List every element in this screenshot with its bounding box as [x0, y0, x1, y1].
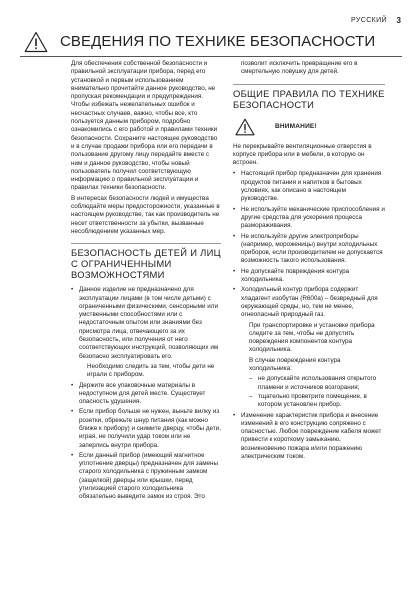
list-item-text: Изменение характеристик прибора и внесение изменений в его конструкцию сопряжено с опасностью. Любое повреждение кабеля может привести к короткому замыканию, возникновению пожара и/или поражению электрическим током.	[241, 411, 382, 460]
title-row	[20, 30, 402, 57]
list-item-text: Если данный прибор (имеющий магнитное уплотнение дверцы) предназначен для замены старого холодильника с пружинным замком (защелкой) дверцы или крышки, перед утилизацией старого холодильника обязательно выведите замок из строя. Это	[79, 451, 219, 501]
list-item	[233, 233, 385, 266]
list-item	[233, 268, 385, 285]
list-item	[233, 206, 385, 231]
list-item-note: Необходимо следить за тем, чтобы дети не играли с прибором.	[87, 362, 215, 379]
children-safety-list	[71, 286, 221, 501]
list-item-text: Холодильный контур прибора содержит хладагент изобутан (R600a) – безвредный для окружающей среды, но, тем не менее, огнеопасный природный газ.	[241, 286, 378, 319]
page-header	[0, 0, 420, 30]
list-item-text: Если прибор больше не нужен, выньте вилку из розетки, обрежьте шнур питания (как можно ближе к прибору) и снимите дверцу, чтобы дети, играя, не получили удар током или не заперлись внутри прибора.	[79, 408, 221, 449]
sub-list-item: – тщательно проветрите помещение, в котором установлен прибор.	[249, 393, 385, 410]
intro-paragraph-2: В интересах безопасности людей и имущества соблюдайте меры предосторожности, указанные в настоящем руководстве, так как производитель не несет ответственности за убытки, вызванные несоблюдением указанных мер.	[71, 194, 220, 235]
warning-triangle-icon	[235, 118, 255, 136]
list-item	[71, 286, 221, 379]
language-label: РУССКИЙ	[350, 17, 387, 24]
attention-text: Не перекрывайте вентиляционные отверстия в корпусе прибора или в мебели, в которую он встроен.	[233, 142, 372, 167]
list-item-continuation: позволит исключить превращение его в смертельную ловушку для детей.	[241, 60, 358, 76]
warning-triangle-icon	[24, 31, 48, 53]
list-item	[233, 412, 385, 462]
intro-paragraph-1: Для обеспечения собственной безопасности и правильной эксплуатации прибора, перед его установкой и первым использованием внимательно прочитайте данное руководство, не пропуская рекомендации и предупреждения. Чтобы избежать нежелательных ошибок и несчастных случаев, важно, чтобы все, кто пользуется данным прибором, подробно ознакомились с его работой и правилами техники безопасности. Сохраните настоящее руководство и в случае продажи прибора или его передачи в пользование другому лицу передайте вместе с ним и данное руководство, чтобы новый пользователь получил соответствующую информацию о правильной эксплуатации и правилах техники безопасности.	[71, 60, 218, 192]
list-item	[233, 286, 385, 409]
attention-label: ВНИМАНИЕ!	[275, 122, 317, 130]
list-item	[71, 452, 221, 502]
page-number: 3	[396, 16, 401, 25]
sub-list-item: – не допускайте использования открытого пламени и источников возгорания;	[249, 375, 385, 392]
list-item-note: В случае повреждения контура холодильника:	[249, 356, 341, 373]
general-safety-heading: ОБЩИЕ ПРАВИЛА ПО ТЕХНИКЕ БЕЗОПАСНОСТИ	[233, 84, 385, 110]
list-item	[71, 382, 221, 407]
left-column	[71, 60, 221, 504]
list-item-text: Данное изделие не предназначено для эксплуатации лицами (в том числе детьми) с ограниченными физическими, сенсорными или умственными способностями или с недостаточным опытом или знаниями без присмотра лица, отвечающего за их безопасность, или получения от него соответствующих инструкций, позволяющих им безопасно эксплуатировать его.	[79, 286, 219, 360]
list-item-text: Не используйте другие электроприборы (например, мороженицы) внутри холодильных приборов, если производителем не допускается возможность такого использования.	[241, 232, 383, 265]
list-item-text: Настоящий прибор предназначен для хранения продуктов питания и напитков в бытовых условиях, как описано в настоящем руководстве.	[241, 170, 382, 203]
children-safety-heading: БЕЗОПАСНОСТЬ ДЕТЕЙ И ЛИЦ С ОГРАНИЧЕННЫМИ ВОЗМОЖНОСТЯМИ	[71, 243, 221, 280]
list-item-text: Не допускайте повреждения контура холодильника.	[241, 267, 350, 284]
general-safety-list	[233, 170, 385, 461]
page-title: СВЕДЕНИЯ ПО ТЕХНИКЕ БЕЗОПАСНОСТИ	[60, 33, 376, 50]
sub-list	[241, 375, 385, 409]
list-item-note: При транспортировке и установке прибора следите за тем, чтобы не допустить повреждения компонентов контура холодильника.	[249, 321, 375, 354]
list-item-text: Не используйте механические приспособления и другие средства для ускорения процесса размораживания.	[241, 205, 385, 230]
list-item	[233, 170, 385, 203]
attention-block	[233, 116, 385, 140]
right-column	[233, 60, 385, 463]
list-item-text: Держите все упаковочные материалы в недоступном для детей месте. Существует опасность удушения.	[79, 381, 206, 406]
list-item	[71, 408, 221, 449]
